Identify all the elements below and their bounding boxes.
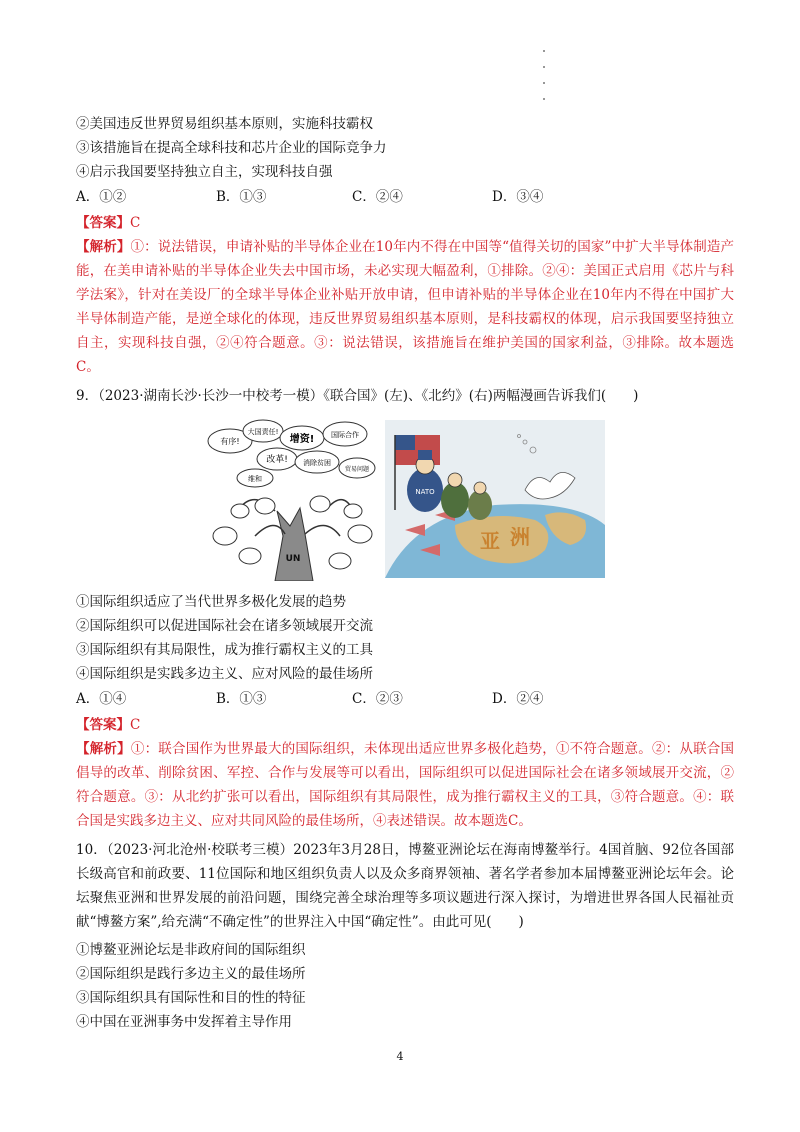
page-number: 4: [396, 1050, 404, 1063]
q9-analysis-text: ①：联合国作为世界最大的国际组织，未体现出适应世界多极化趋势，①不符合题意。②：从联合国倡导的改革、削除贫困、军控、合作与发展等可以看出，国际组织可以促进国际社会在诸多领域展开交流，②符合题意。③：从北约扩张可以看出，国际组织有其局限性，成为推行霸权主义的工具，③符合题意。④：联合国是实践多边主义、应对共同风险的最佳场所，④表述错误。故本题选C。: [76, 741, 735, 829]
label-order: 有序!: [220, 437, 240, 446]
q8-answer-value: C: [130, 215, 141, 231]
q9-answer: [76, 715, 140, 735]
q8-analysis: [76, 235, 734, 379]
q9-statement-3: ③国际组织有其局限性，成为推行霸权主义的工具: [76, 642, 373, 658]
q8-answer: [76, 213, 140, 233]
label-trade: 贸易问题: [344, 466, 370, 473]
q9-analysis: [76, 737, 734, 833]
nato-cartoon: [385, 420, 605, 578]
label-nato: NATO: [415, 488, 435, 496]
q10-statement-3: ③国际组织具有国际性和目的性的特征: [76, 990, 306, 1006]
q10-statement-2: ②国际组织是践行多边主义的最佳场所: [76, 966, 306, 982]
q9-option-c: C．②③: [352, 691, 403, 707]
q8-statement-3: ③该措施旨在提高全球科技和芯片企业的国际竞争力: [76, 140, 387, 156]
q8-analysis-text: ①：说法错误，申请补贴的半导体企业在10年内不得在中国等“值得关切的国家”中扩大半导体制造产能，在美申请补贴的半导体企业失去中国市场，未必实现大幅盈利，①排除。②④：美国正式启用《芯片与科学法案》，针对在美设厂的全球半导体企业补贴开放申请，但申请补贴的半导体企业在10年内不得在中国扩大半导体制造产能，是逆全球化的体现，违反世界贸易组织基本原则，是科技霸权的体现，启示我国要坚持独立自主，实现科技自强，②④符合题意。③：说法错误，该措施旨在维护美国的国家利益，③排除。故本题选C。: [76, 239, 735, 375]
q9-statement-2: ②国际组织可以促进国际社会在诸多领域展开交流: [76, 618, 373, 634]
label-responsibility: 大国责任!: [247, 428, 279, 436]
q9-statement-1: ①国际组织适应了当代世界多极化发展的趋势: [76, 594, 346, 610]
q10-statement-4: ④中国在亚洲事务中发挥着主导作用: [76, 1014, 292, 1030]
q9-options: [76, 689, 736, 709]
label-zhou: 洲: [510, 525, 530, 549]
q9-statement-4: ④国际组织是实践多边主义、应对风险的最佳场所: [76, 666, 373, 682]
q9-answer-label: 【答案】: [76, 717, 130, 733]
label-ya: 亚: [480, 529, 500, 553]
q8-option-a: A．①②: [76, 189, 127, 205]
decorative-dots: [543, 50, 547, 110]
q8-option-d: D．③④: [492, 189, 544, 205]
q8-option-c: C．②④: [352, 189, 403, 205]
q8-analysis-label: 【解析】: [76, 239, 131, 255]
q9-option-b: B．①③: [216, 691, 267, 707]
q8-statement-4: ④启示我国要坚持独立自主，实现科技自强: [76, 164, 333, 180]
q9-option-d: D．②④: [492, 691, 544, 707]
q8-option-b: B．①③: [216, 189, 267, 205]
q9-answer-value: C: [130, 717, 141, 733]
q8-statement-2: ②美国违反世界贸易组织基本原则，实施科技霸权: [76, 116, 373, 132]
nato-illustration: [385, 420, 605, 578]
label-peacekeeping: 维和: [248, 475, 262, 483]
q9-stem: 9．（2023·湖南长沙·长沙一中校考一模）《联合国》(左)、《北约》(右)两幅漫画告诉我们( ): [76, 388, 639, 404]
q8-options: [76, 187, 736, 207]
q10-stem: 10．（2023·河北沧州·校联考三模）2023年3月28日，博鳌亚洲论坛在海南博鳌举行。4国首脑、92位各国部长级高官和前政要、11位国际和地区组织负责人以及众多商界领袖、著名学者参加本届博鳌亚洲论坛年会。论坛聚焦亚洲和世界发展的前沿问题，围绕完善全球治理等多项议题进行深入探讨，为增进世界各国人民福祉贡献“博鳌方案”,给充满“不确定性”的世界注入中国“确定性”。由此可见( ): [76, 842, 734, 930]
label-poverty: 消除贫困: [303, 459, 331, 467]
label-cooperation: 国际合作: [331, 431, 359, 439]
q9-analysis-label: 【解析】: [76, 741, 131, 757]
q8-answer-label: 【答案】: [76, 215, 130, 231]
un-cartoon: [205, 416, 380, 581]
un-tree-illustration: [205, 416, 380, 581]
label-reform: 改革!: [266, 455, 288, 465]
q10-statement-1: ①博鳌亚洲论坛是非政府间的国际组织: [76, 942, 306, 958]
label-funding: 增资!: [289, 434, 315, 445]
label-un: UN: [285, 554, 301, 564]
q9-option-a: A．①④: [76, 691, 127, 707]
